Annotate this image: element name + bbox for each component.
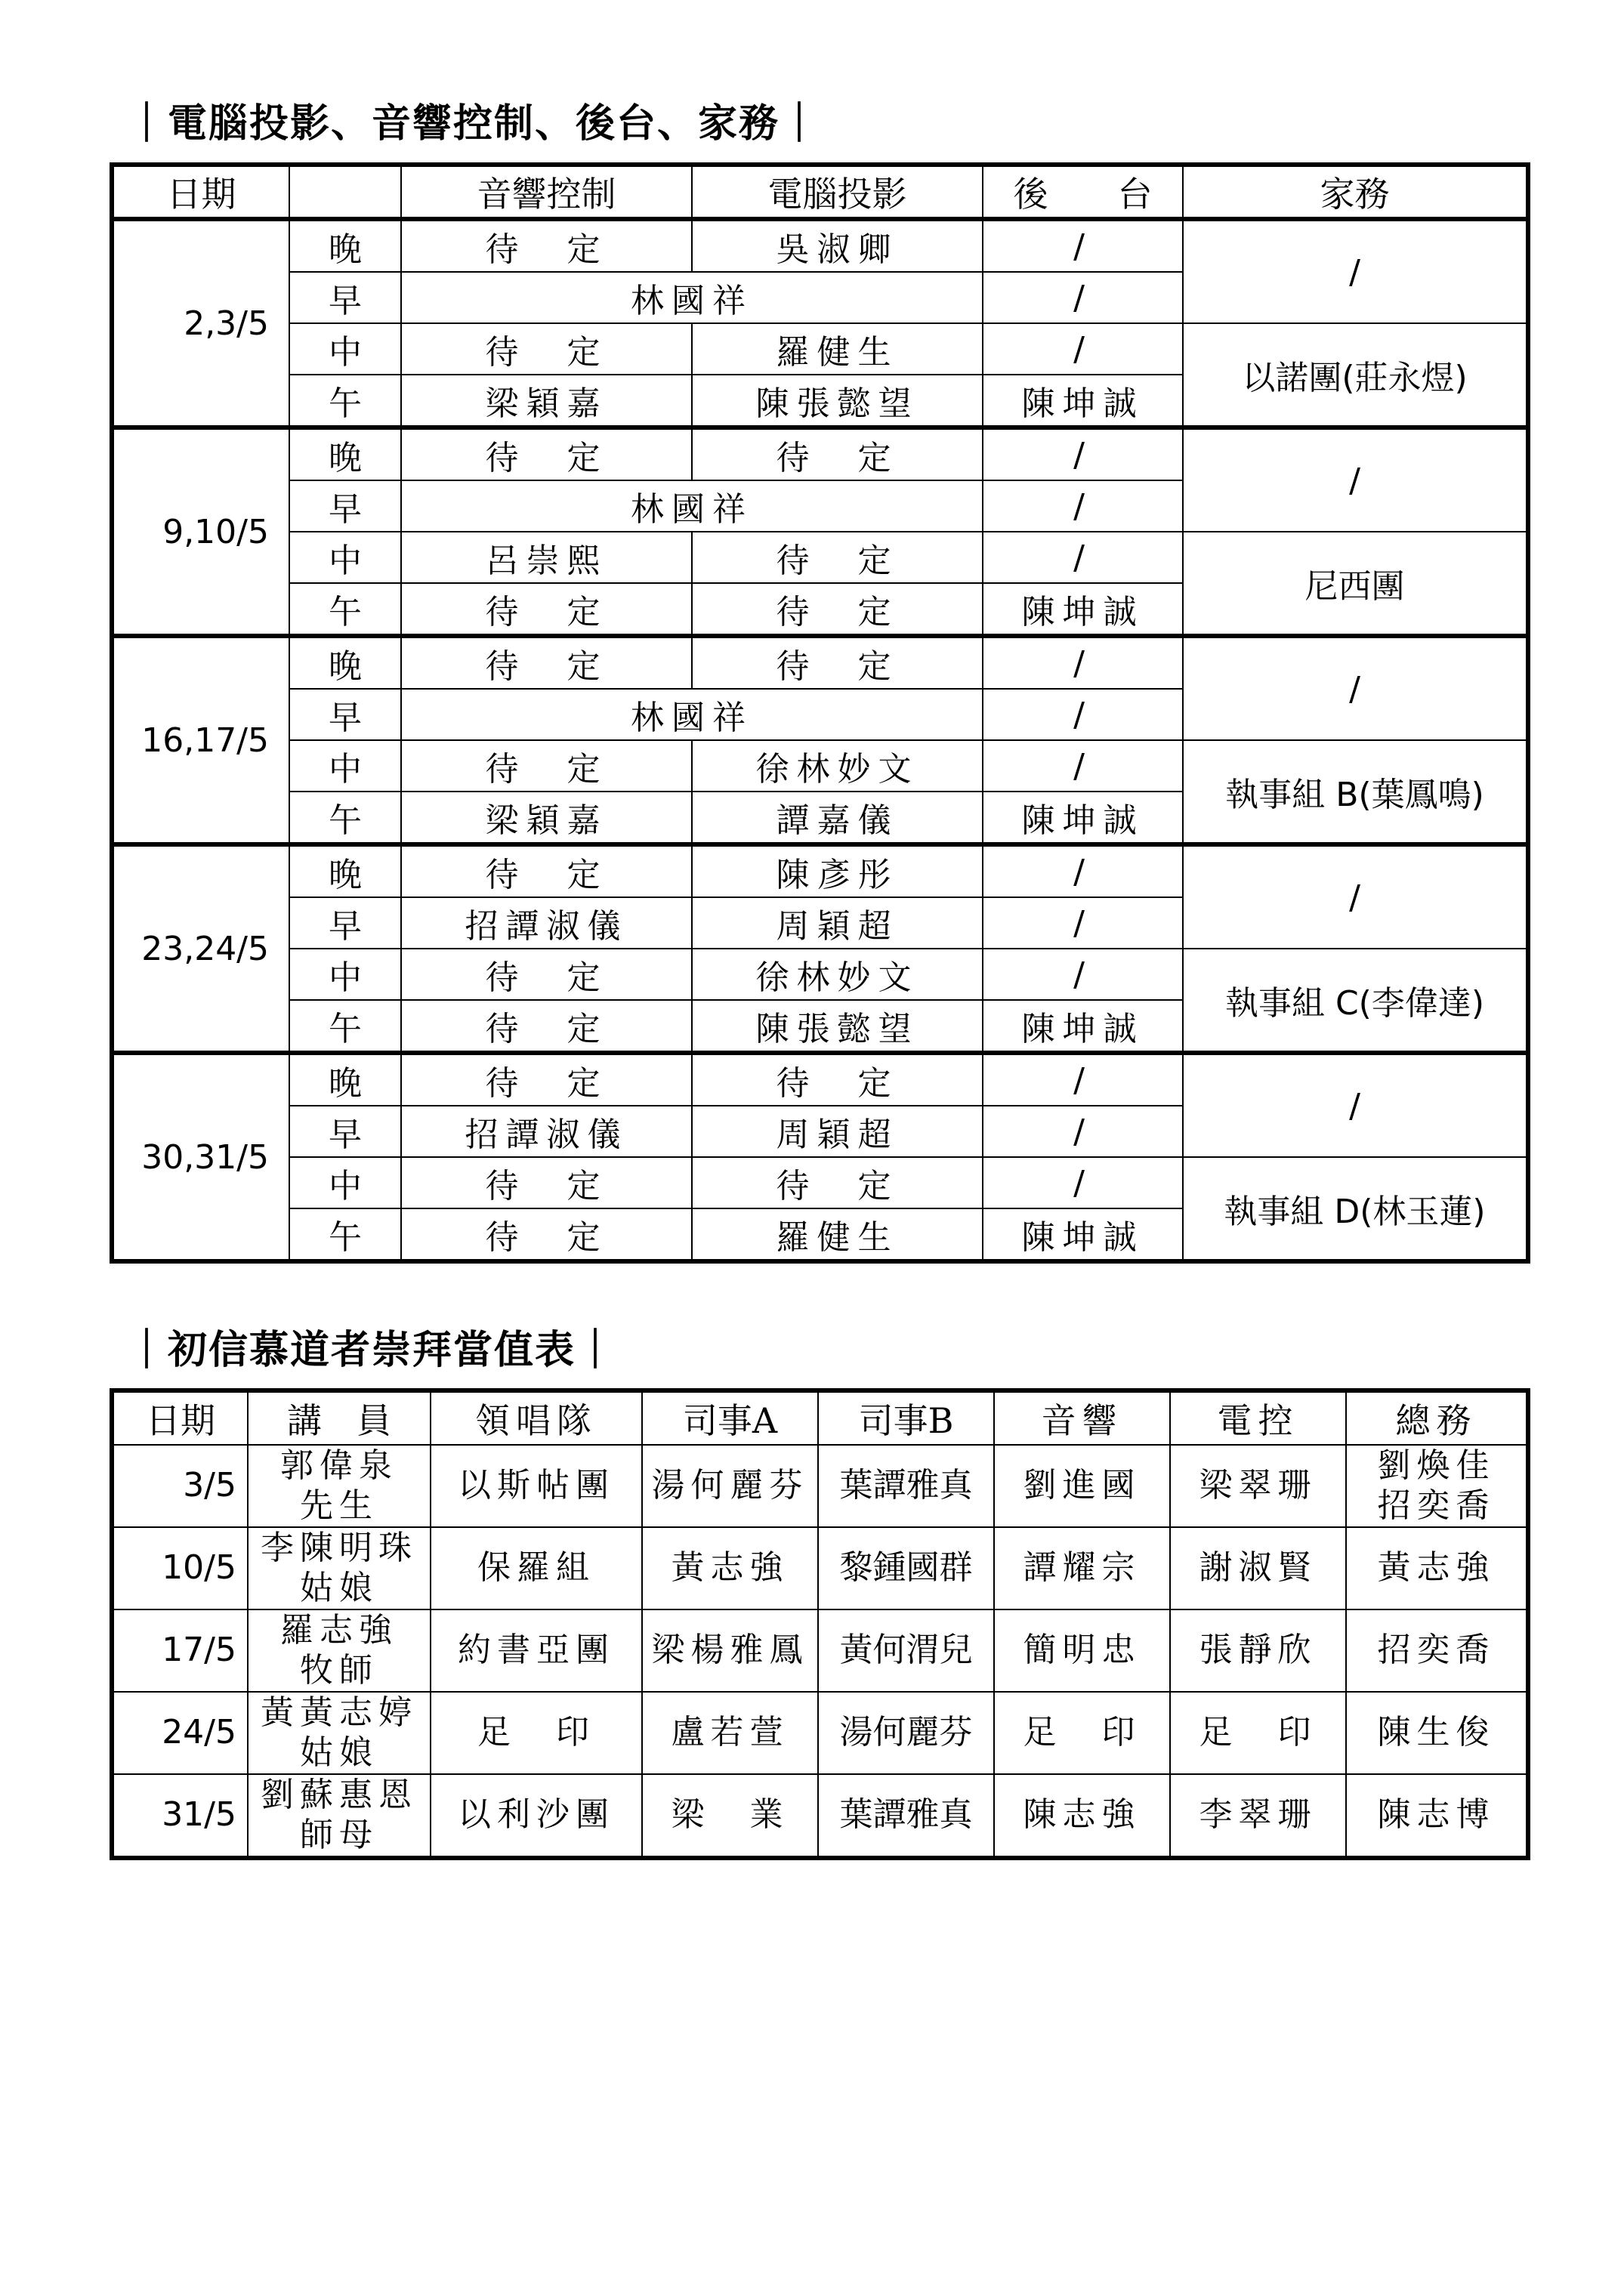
sound-cell: 待 定 <box>401 844 692 897</box>
housework-top-cell: / <box>1183 636 1528 740</box>
schedule2-header-row <box>112 1390 1528 1445</box>
backstage-cell: 陳坤誠 <box>983 792 1183 844</box>
backstage-cell: / <box>983 427 1183 480</box>
sound-cell: 待 定 <box>401 1208 692 1261</box>
slot-cell: 中 <box>289 1157 401 1208</box>
date-cell: 2,3/5 <box>112 219 289 427</box>
sound-cell: 待 定 <box>401 323 692 375</box>
projection-cell: 吳淑卿 <box>692 219 983 272</box>
speaker-cell <box>248 1527 431 1609</box>
backstage-cell: / <box>983 897 1183 949</box>
sound-cell: 梁穎嘉 <box>401 792 692 844</box>
speaker-line: 姑娘 <box>300 1568 378 1607</box>
usher-a-cell: 梁楊雅鳳 <box>642 1609 818 1692</box>
sound-cell: 待 定 <box>401 219 692 272</box>
slot-cell: 午 <box>289 1208 401 1261</box>
speaker-line: 黃黃志婷 <box>261 1693 418 1732</box>
sound-cell: 招譚淑儀 <box>401 897 692 949</box>
slot-cell: 中 <box>289 949 401 1000</box>
schedule2-row <box>112 1692 1528 1774</box>
backstage-cell: / <box>983 740 1183 792</box>
slot-cell: 早 <box>289 480 401 532</box>
slot-cell: 晚 <box>289 1053 401 1106</box>
date-cell: 23,24/5 <box>112 844 289 1053</box>
date-cell: 30,31/5 <box>112 1053 289 1261</box>
projection-cell: 羅健生 <box>692 1208 983 1261</box>
projection-cell: 待 定 <box>692 1053 983 1106</box>
slot-cell: 中 <box>289 323 401 375</box>
sound-cell: 招譚淑儀 <box>401 1106 692 1157</box>
sound-cell: 待 定 <box>401 583 692 636</box>
projection-cell: 周穎超 <box>692 897 983 949</box>
control-cell: 謝淑賢 <box>1170 1527 1346 1609</box>
slot-cell: 午 <box>289 375 401 427</box>
speaker-line: 羅志強 <box>280 1610 398 1650</box>
general-line: 陳生俊 <box>1377 1713 1496 1752</box>
slot-cell: 中 <box>289 532 401 583</box>
usher-a-cell: 盧若萱 <box>642 1692 818 1774</box>
schedule1-row <box>112 949 1528 1000</box>
schedule2-title: ｜初信慕道者崇拜當值表｜ <box>127 1327 617 1373</box>
projection-cell: 待 定 <box>692 636 983 689</box>
header-control: 電控 <box>1170 1390 1346 1445</box>
backstage-cell: 陳坤誠 <box>983 375 1183 427</box>
backstage-cell: / <box>983 636 1183 689</box>
usher-b-cell: 葉譚雅真 <box>818 1445 994 1527</box>
usher-b-cell: 葉譚雅真 <box>818 1774 994 1858</box>
sound-cell: 足 印 <box>994 1692 1170 1774</box>
date-cell: 9,10/5 <box>112 427 289 636</box>
housework-bottom-cell: 以諾團(莊永煜) <box>1183 323 1528 427</box>
speaker-line: 先生 <box>300 1486 378 1525</box>
header-date: 日期 <box>112 1390 248 1445</box>
backstage-cell: / <box>983 844 1183 897</box>
speaker-line: 師母 <box>300 1815 378 1854</box>
projection-cell: 陳張懿望 <box>692 375 983 427</box>
speaker-line: 郭偉泉 <box>280 1446 398 1485</box>
housework-bottom-cell: 執事組 C(李偉達) <box>1183 949 1528 1053</box>
date-cell: 24/5 <box>112 1692 248 1774</box>
header-projection: 電腦投影 <box>692 165 983 219</box>
date-cell: 3/5 <box>112 1445 248 1527</box>
schedule1-header-row <box>112 165 1528 219</box>
backstage-cell: / <box>983 480 1183 532</box>
worship-team-cell: 以斯帖團 <box>431 1445 642 1527</box>
worship-team-cell: 約書亞團 <box>431 1609 642 1692</box>
projection-cell: 周穎超 <box>692 1106 983 1157</box>
sound-cell: 待 定 <box>401 427 692 480</box>
backstage-cell: / <box>983 1106 1183 1157</box>
schedule2-row <box>112 1445 1528 1527</box>
general-line: 黃志強 <box>1377 1548 1496 1588</box>
housework-bottom-cell: 執事組 D(林玉蓮) <box>1183 1157 1528 1261</box>
projection-cell: 徐林妙文 <box>692 949 983 1000</box>
sound-cell: 待 定 <box>401 1000 692 1053</box>
control-cell: 梁翠珊 <box>1170 1445 1346 1527</box>
housework-top-cell: / <box>1183 219 1528 323</box>
general-cell <box>1346 1527 1528 1609</box>
worship-team-cell: 保羅組 <box>431 1527 642 1609</box>
general-cell <box>1346 1609 1528 1692</box>
general-line: 陳志博 <box>1377 1795 1496 1835</box>
sound-cell: 待 定 <box>401 740 692 792</box>
date-cell: 31/5 <box>112 1774 248 1858</box>
schedule1-row <box>112 219 1528 272</box>
date-cell: 17/5 <box>112 1609 248 1692</box>
schedule1-row <box>112 323 1528 375</box>
usher-a-cell: 黃志強 <box>642 1527 818 1609</box>
speaker-line: 李陳明珠 <box>261 1528 418 1567</box>
control-cell: 李翠珊 <box>1170 1774 1346 1858</box>
slot-cell: 早 <box>289 689 401 740</box>
backstage-cell: 陳坤誠 <box>983 1000 1183 1053</box>
schedule2-row <box>112 1609 1528 1692</box>
general-cell <box>1346 1445 1528 1527</box>
backstage-cell: / <box>983 323 1183 375</box>
merged-sound-projection-cell: 林國祥 <box>401 689 983 740</box>
usher-a-cell: 湯何麗芬 <box>642 1445 818 1527</box>
slot-cell: 中 <box>289 740 401 792</box>
sound-cell: 待 定 <box>401 1053 692 1106</box>
schedule1-title: ｜電腦投影、音響控制、後台、家務｜ <box>127 100 821 147</box>
backstage-cell: / <box>983 272 1183 323</box>
header-speaker: 講 員 <box>248 1390 431 1445</box>
projection-cell: 徐林妙文 <box>692 740 983 792</box>
sound-cell: 劉進國 <box>994 1445 1170 1527</box>
backstage-cell: 陳坤誠 <box>983 1208 1183 1261</box>
header-general: 總務 <box>1346 1390 1528 1445</box>
backstage-cell: / <box>983 1053 1183 1106</box>
schedule1-row <box>112 1053 1528 1106</box>
general-cell <box>1346 1774 1528 1858</box>
date-cell: 16,17/5 <box>112 636 289 844</box>
projection-cell: 待 定 <box>692 532 983 583</box>
slot-cell: 晚 <box>289 844 401 897</box>
sound-cell: 待 定 <box>401 949 692 1000</box>
speaker-cell <box>248 1774 431 1858</box>
backstage-cell: / <box>983 219 1183 272</box>
header-housework: 家務 <box>1183 165 1528 219</box>
schedule1-row <box>112 427 1528 480</box>
header-worship-team: 領唱隊 <box>431 1390 642 1445</box>
projection-cell: 待 定 <box>692 427 983 480</box>
usher-b-cell: 黎鍾國群 <box>818 1527 994 1609</box>
schedule1-row <box>112 636 1528 689</box>
backstage-cell: / <box>983 689 1183 740</box>
general-line: 招奕喬 <box>1377 1486 1496 1525</box>
projection-cell: 待 定 <box>692 1157 983 1208</box>
header-backstage: 後 台 <box>983 165 1183 219</box>
schedule1-row <box>112 844 1528 897</box>
housework-top-cell: / <box>1183 427 1528 532</box>
general-line: 招奕喬 <box>1377 1631 1496 1670</box>
control-cell: 足 印 <box>1170 1692 1346 1774</box>
slot-cell: 晚 <box>289 636 401 689</box>
sound-cell: 梁穎嘉 <box>401 375 692 427</box>
sound-cell: 呂崇熙 <box>401 532 692 583</box>
usher-b-cell: 黃何渭兒 <box>818 1609 994 1692</box>
projection-cell: 譚嘉儀 <box>692 792 983 844</box>
projection-cell: 陳張懿望 <box>692 1000 983 1053</box>
schedule1-table <box>110 162 1530 1264</box>
backstage-cell: 陳坤誠 <box>983 583 1183 636</box>
speaker-line: 劉蘇惠恩 <box>261 1775 418 1814</box>
header-sound: 音響 <box>994 1390 1170 1445</box>
header-sound: 音響控制 <box>401 165 692 219</box>
speaker-line: 姑娘 <box>300 1733 378 1772</box>
merged-sound-projection-cell: 林國祥 <box>401 480 983 532</box>
backstage-cell: / <box>983 949 1183 1000</box>
housework-top-cell: / <box>1183 1053 1528 1157</box>
projection-cell: 陳彥彤 <box>692 844 983 897</box>
slot-cell: 早 <box>289 272 401 323</box>
schedule2-row <box>112 1527 1528 1609</box>
slot-cell: 午 <box>289 792 401 844</box>
speaker-line: 牧師 <box>300 1650 378 1690</box>
schedule1-row <box>112 740 1528 792</box>
slot-cell: 晚 <box>289 427 401 480</box>
usher-a-cell: 梁 業 <box>642 1774 818 1858</box>
date-cell: 10/5 <box>112 1527 248 1609</box>
header-slot <box>289 165 401 219</box>
slot-cell: 午 <box>289 1000 401 1053</box>
projection-cell: 羅健生 <box>692 323 983 375</box>
schedule2-table <box>110 1388 1530 1860</box>
general-line: 劉煥佳 <box>1377 1446 1496 1485</box>
slot-cell: 午 <box>289 583 401 636</box>
projection-cell: 待 定 <box>692 583 983 636</box>
backstage-cell: / <box>983 532 1183 583</box>
schedule1-row <box>112 1157 1528 1208</box>
usher-b-cell: 湯何麗芬 <box>818 1692 994 1774</box>
housework-top-cell: / <box>1183 844 1528 949</box>
backstage-cell: / <box>983 1157 1183 1208</box>
sound-cell: 陳志強 <box>994 1774 1170 1858</box>
slot-cell: 晚 <box>289 219 401 272</box>
header-date: 日期 <box>112 165 289 219</box>
slot-cell: 早 <box>289 897 401 949</box>
sound-cell: 待 定 <box>401 1157 692 1208</box>
merged-sound-projection-cell: 林國祥 <box>401 272 983 323</box>
schedule2-row <box>112 1774 1528 1858</box>
header-usher-a: 司事A <box>642 1390 818 1445</box>
sound-cell: 譚耀宗 <box>994 1527 1170 1609</box>
worship-team-cell: 以利沙團 <box>431 1774 642 1858</box>
schedule1-row <box>112 532 1528 583</box>
header-usher-b: 司事B <box>818 1390 994 1445</box>
housework-bottom-cell: 尼西團 <box>1183 532 1528 636</box>
sound-cell: 待 定 <box>401 636 692 689</box>
general-cell <box>1346 1692 1528 1774</box>
speaker-cell <box>248 1609 431 1692</box>
sound-cell: 簡明忠 <box>994 1609 1170 1692</box>
control-cell: 張靜欣 <box>1170 1609 1346 1692</box>
speaker-cell <box>248 1692 431 1774</box>
speaker-cell <box>248 1445 431 1527</box>
worship-team-cell: 足 印 <box>431 1692 642 1774</box>
housework-bottom-cell: 執事組 B(葉鳳鳴) <box>1183 740 1528 844</box>
slot-cell: 早 <box>289 1106 401 1157</box>
